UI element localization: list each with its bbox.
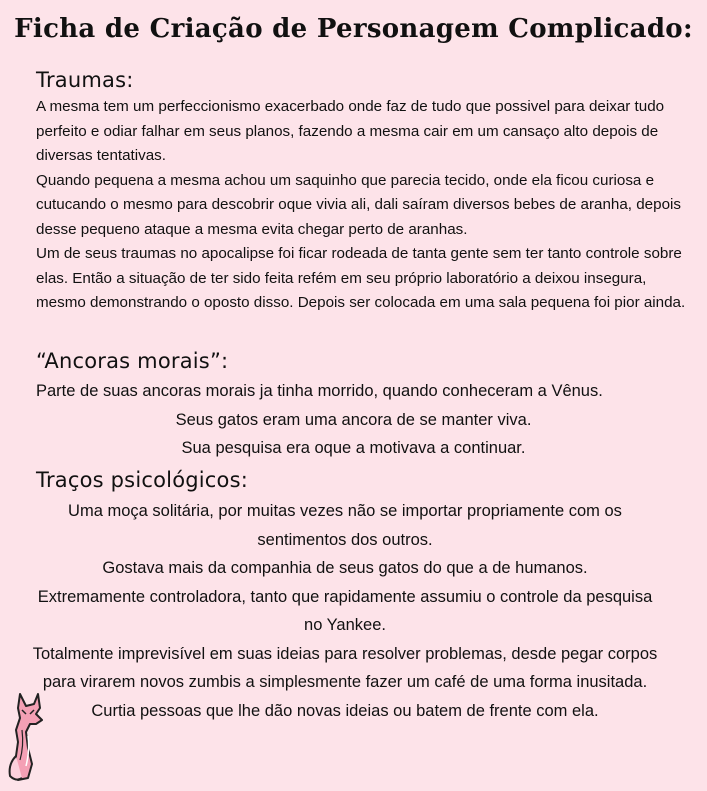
- traumas-section: [36, 95, 686, 316]
- fox-icon: [6, 690, 54, 782]
- tracos-section: [30, 497, 660, 725]
- ancoras-heading: “Ancoras morais”:: [36, 349, 229, 373]
- ancoras-line-1: Parte de suas ancoras morais ja tinha morrido, quando conheceram a Vênus.: [36, 382, 603, 400]
- traumas-paragraph-2: Quando pequena a mesma achou um saquinho que parecia tecido, onde ela ficou curiosa e cutucando o mesmo para descobrir oque vivia ali, dali saíram diversos bebes de aranha, depois desse pequeno ataque a mesma evita chegar perto de aranhas.: [36, 171, 681, 238]
- ancoras-line-2: Seus gatos eram uma ancora de se manter viva.: [175, 410, 532, 429]
- page-title: Ficha de Criação de Personagem Complicado:: [14, 14, 693, 44]
- tracos-heading: Traços psicológicos:: [36, 468, 249, 492]
- tracos-line-4: Totalmente imprevisível em suas ideias para resolver problemas, desde pegar corpos para virarem novos zumbis a simplesmente fazer um café de uma forma inusitada.: [32, 644, 658, 691]
- ancoras-section: [0, 377, 707, 463]
- traumas-paragraph-1: A mesma tem um perfeccionismo exacerbado onde faz de tudo que possivel para deixar tudo perfeito e odiar falhar em seus planos, fazendo a mesma cair em um cansaço alto depois de diversas tentativas.: [36, 98, 665, 164]
- traumas-heading: Traumas:: [36, 68, 134, 92]
- tracos-line-2: Gostava mais da companhia de seus gatos do que a de humanos.: [102, 559, 588, 577]
- tracos-line-5: Curtia pessoas que lhe dão novas ideias ou batem de frente com ela.: [91, 701, 599, 720]
- tracos-line-3: Extremamente controladora, tanto que rapidamente assumiu o controle da pesquisa no Yankee.: [37, 587, 653, 634]
- traumas-paragraph-3: Um de seus traumas no apocalipse foi ficar rodeada de tanta gente sem ter tanto controle sobre elas. Então a situação de ter sido feita refém em seu próprio laboratório a deixou insegura, mesmo demonstrando o oposto disso. Depois ser colocada em uma sala pequena foi pior ainda.: [36, 245, 686, 311]
- tracos-line-1: Uma moça solitária, por muitas vezes não se importar propriamente com os sentimentos dos outros.: [68, 502, 622, 549]
- ancoras-line-3: Sua pesquisa era oque a motivava a continuar.: [181, 439, 526, 457]
